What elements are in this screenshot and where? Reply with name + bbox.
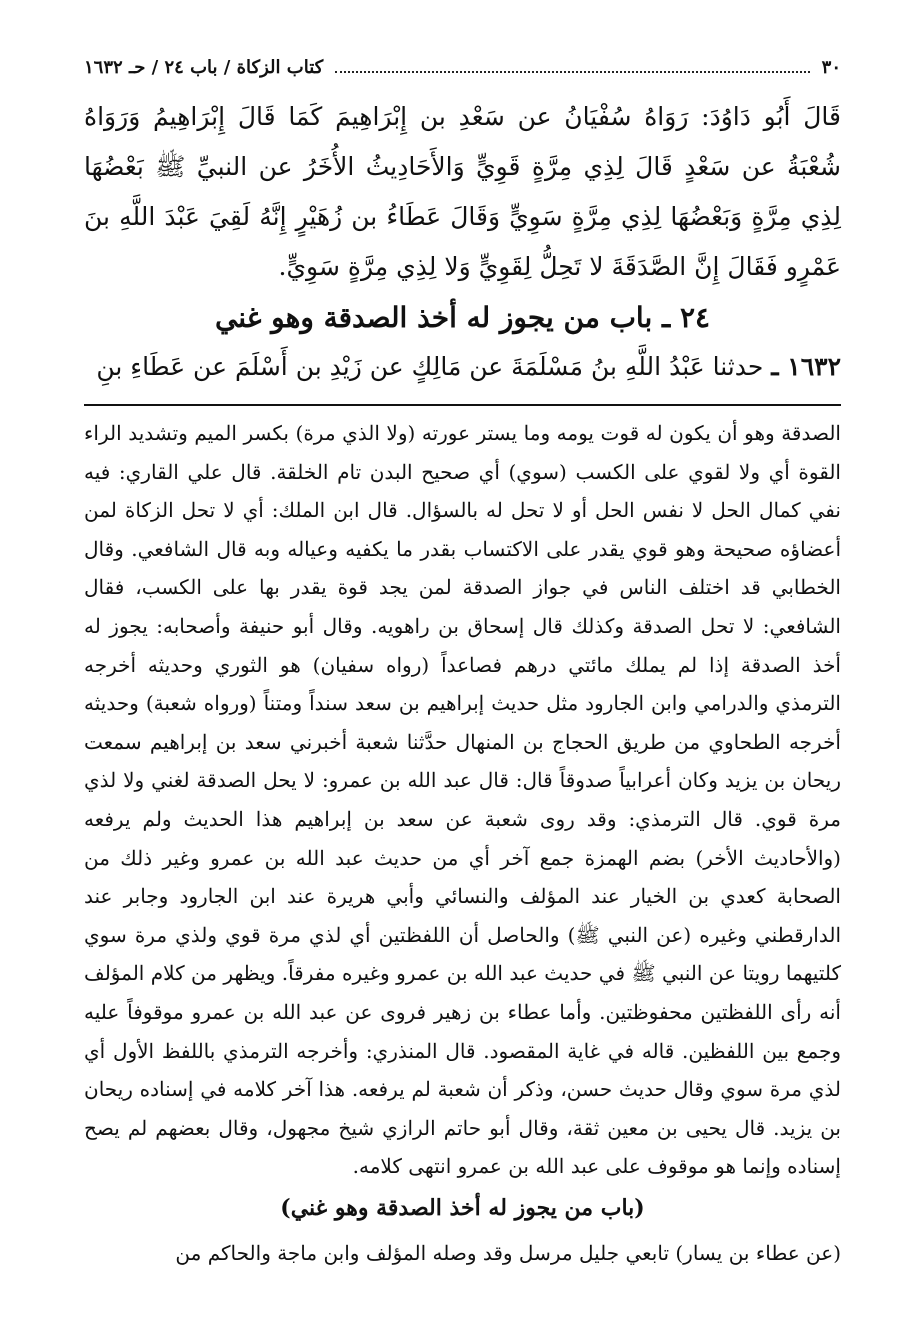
text-commentary-divider [84, 404, 841, 406]
commentary-chapter-heading: (باب من يجوز له أخذ الصدقة وهو غني) [280, 1194, 645, 1221]
hadith-text: حدثنا عَبْدُ اللَّهِ بنُ مَسْلَمَةَ عن مَالِكٍ عن زَيْدِ بن أَسْلَمَ عن عَطَاءِ بنِ [96, 352, 764, 381]
main-text [84, 92, 841, 292]
commentary [84, 414, 841, 1186]
main-paragraph: قَالَ أَبُو دَاوُدَ: رَوَاهُ سُفْيَانُ عن سَعْدِ بن إِبْرَاهِيمَ كَمَا قَالَ إِبْرَاهِيمُ وَرَوَاهُ شُعْبَةُ عن سَعْدٍ قَالَ لِذِي مِرَّةٍ قَوِيٍّ وَالأَحَادِيثُ الأُخَرُ عن النبيِّ ﷺ بَعْضُهَا لِذِي مِرَّةٍ وَبَعْضُهَا لِذِي مِرَّةٍ سَوِيٍّ وَقَالَ عَطَاءُ بن زُهَيْرٍ إِنَّهُ لَقِيَ عَبْدَ اللَّهِ بنَ عَمْرٍو فَقَالَ إِنَّ الصَّدَقَةَ لا تَحِلُّ لِقَوِيٍّ وَلا لِذِي مِرَّةٍ سَوِيٍّ. [84, 102, 841, 281]
page-number: ٣٠ [821, 56, 841, 78]
header-dotted-leader [335, 61, 809, 73]
hadith-opening [84, 342, 841, 392]
commentary-paragraph: الصدقة وهو أن يكون له قوت يومه وما يستر عورته (ولا الذي مرة) بكسر الميم وتشديد الراء القوة أي ولا لقوي على الكسب (سوي) أي صحيح البدن تام الخلقة. قال علي القاري: فيه نفي كمال الحل لا نفس الحل أو لا تحل له بالسؤال. قال ابن الملك: أي لا تحل الزكاة لمن أعضاؤه صحيحة وهو قوي يقدر على الاكتساب بقدر ما يكفيه وعياله وبه قال الشافعي. وقال الخطابي قد اختلف الناس في جواز الصدقة لمن يجد قوة يقدر بها على الكسب، فقال الشافعي: لا تحل الصدقة وكذلك قال إسحاق بن راهويه. وقال أبو حنيفة وأصحابه: يجوز له أخذ الصدقة إذا لم يملك مائتي درهم فصاعداً (رواه سفيان) هو الثوري وحديثه أخرجه الترمذي والدرامي وابن الجارود مثل حديث إبراهيم بن سعد سنداً ومتناً (ورواه شعبة) وحديثه أخرجه الطحاوي من طريق الحجاج بن المنهال حدَّثنا شعبة أخبرني سعد بن إبراهيم سمعت ريحان بن يزيد وكان أعرابياً صدوقاً قال: قال عبد الله بن عمرو: لا يحل الصدقة لغني ولا لذي مرة قوي. قال الترمذي: وقد روى شعبة عن سعد بن إبراهيم هذا الحديث ولم يرفعه (والأحاديث الأخر) بضم الهمزة جمع آخر أي من حديث عبد الله بن عمرو وغير ذلك من الصحابة كعدي بن الخيار عند المؤلف والنسائي وأبي هريرة عند ابن الجارود وجابر عند الدارقطني وغيره (عن النبي ﷺ) والحاصل أن اللفظتين أي لذي مرة قوي ولذي مرة سوي كلتيهما رويتا عن النبي ﷺ في حديث عبد الله بن عمرو وغيره مفرقاً. ويظهر من كلام المؤلف أنه رأى اللفظتين محفوظتين. وأما عطاء بن زهير فروى عن عبد الله بن عمرو موقوفاً عليه وجمع بين اللفظين. قاله في غاية المقصود. قال المنذري: وأخرجه الترمذي باللفظ الأول أي لذي مرة سوي وقال حديث حسن، وذكر أن شعبة لم يرفعه. هذا آخر كلامه في إسناده ريحان بن يزيد. قال يحيى بن معين ثقة، وقال أبو حاتم الرازي شيخ مجهول، وقال بعضهم لم يصح إسناده وإنما هو موقوف على عبد الله بن عمرو انتهى كلامه. [84, 421, 841, 1179]
chapter-heading: ٢٤ ـ باب من يجوز له أخذ الصدقة وهو غني [214, 301, 711, 334]
commentary-last-line: (عن عطاء بن يسار) تابعي جليل مرسل وقد وصله المؤلف وابن ماجة والحاكم من [175, 1240, 841, 1265]
hadith-number: ١٦٣٢ ـ [771, 352, 841, 381]
running-title: كتاب الزكاة / باب ٢٤ / حـ ١٦٣٢ [84, 56, 324, 78]
running-header [84, 52, 841, 82]
